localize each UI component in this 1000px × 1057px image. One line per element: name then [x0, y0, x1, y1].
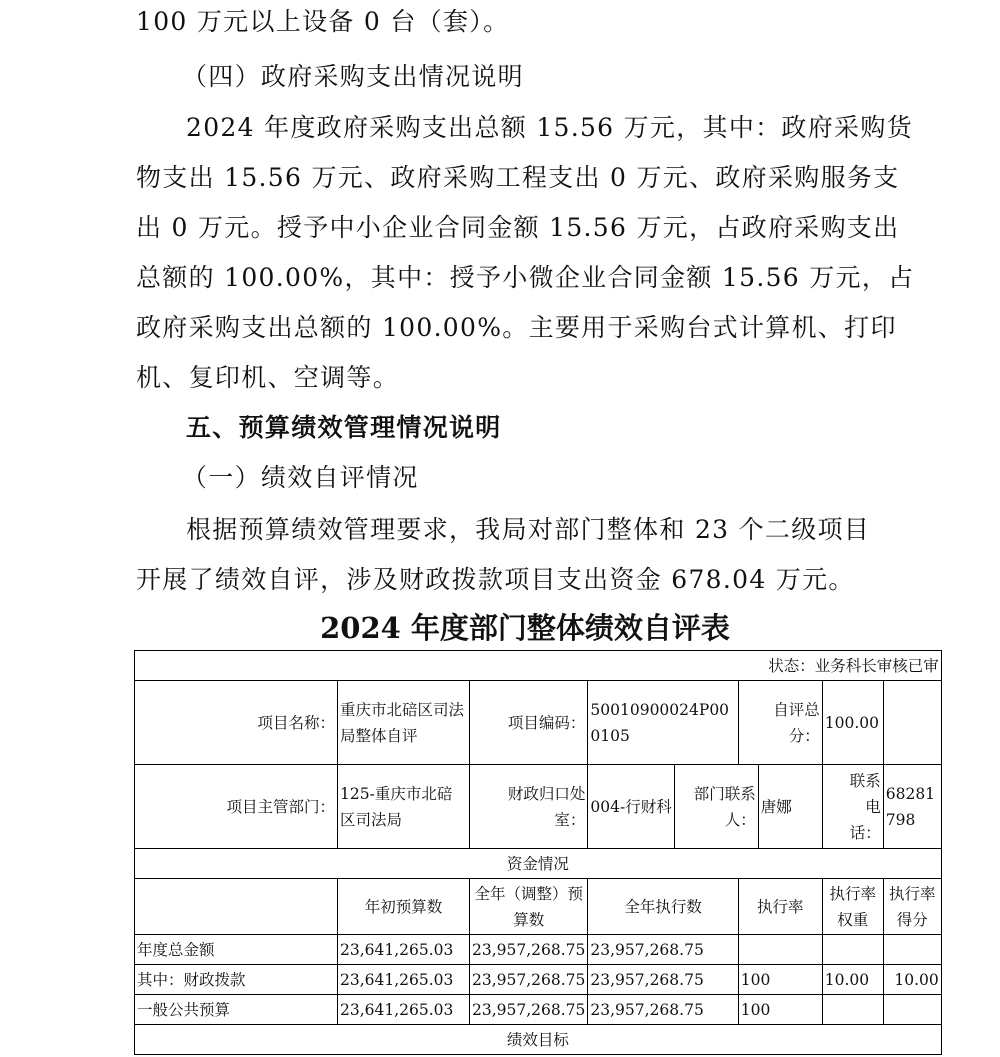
- table-title: 2024 年度部门整体绩效自评表: [320, 611, 730, 645]
- self-score-value: 100.00: [822, 681, 883, 765]
- section-heading: 五、预算绩效管理情况说明: [186, 413, 502, 442]
- rate-score: 10.00: [883, 965, 941, 995]
- paragraph-line: 开展了绩效自评，涉及财政拨款项目支出资金 678.04 万元。: [136, 565, 855, 594]
- paragraph-line: 总额的 100.00%，其中：授予小微企业合同金额 15.56 万元，占: [136, 263, 915, 292]
- status-cell: 状态：业务科长审核已审: [135, 651, 942, 681]
- project-code-value: 50010900024P000105: [588, 681, 738, 765]
- adjusted-budget: 23,957,268.75: [470, 965, 588, 995]
- column-header: 执行率权重: [822, 879, 883, 935]
- column-header: 全年（调整）预算数: [470, 879, 588, 935]
- subsection-heading: （一）绩效自评情况: [182, 463, 419, 492]
- paragraph-line: 物支出 15.56 万元、政府采购工程支出 0 万元、政府采购服务支: [136, 163, 900, 192]
- paragraph-line: 根据预算绩效管理要求，我局对部门整体和 23 个二级项目: [186, 515, 871, 544]
- initial-budget: 23,641,265.03: [338, 935, 470, 965]
- rate-weight: [822, 935, 883, 965]
- paragraph-line: 机、复印机、空调等。: [136, 363, 400, 392]
- adjusted-budget: 23,957,268.75: [470, 935, 588, 965]
- rate-score: [883, 935, 941, 965]
- funds-section-header: 资金情况: [135, 849, 942, 879]
- performance-evaluation-table: [134, 650, 942, 1055]
- execution-rate: 100: [738, 995, 822, 1025]
- empty-cell: [883, 681, 941, 765]
- empty-cell: [135, 879, 338, 935]
- contact-value: 唐娜: [758, 765, 822, 849]
- phone-value: 68281798: [883, 765, 941, 849]
- executed-amount: 23,957,268.75: [588, 935, 738, 965]
- goals-section-header: 绩效目标: [135, 1025, 942, 1055]
- finance-office-value: 004-行财科: [588, 765, 674, 849]
- column-header: 年初预算数: [338, 879, 470, 935]
- row-label: 年度总金额: [135, 935, 338, 965]
- project-name-value: 重庆市北碚区司法局整体自评: [338, 681, 470, 765]
- paragraph-line: 出 0 万元。授予中小企业合同金额 15.56 万元，占政府采购支出: [136, 213, 900, 242]
- row-label: 一般公共预算: [135, 995, 338, 1025]
- department-value: 125-重庆市北碚区司法局: [338, 765, 470, 849]
- rate-weight: [822, 995, 883, 1025]
- phone-label: 联系电话：: [822, 765, 883, 849]
- self-score-label: 自评总分：: [738, 681, 822, 765]
- initial-budget: 23,641,265.03: [338, 965, 470, 995]
- contact-label: 部门联系人：: [674, 765, 758, 849]
- rate-score: [883, 995, 941, 1025]
- executed-amount: 23,957,268.75: [588, 965, 738, 995]
- table-row: [135, 995, 942, 1025]
- table-row: [135, 935, 942, 965]
- table-row: [135, 965, 942, 995]
- project-code-label: 项目编码：: [470, 681, 588, 765]
- initial-budget: 23,641,265.03: [338, 995, 470, 1025]
- executed-amount: 23,957,268.75: [588, 995, 738, 1025]
- paragraph-line: 政府采购支出总额的 100.00%。主要用于采购台式计算机、打印: [136, 313, 897, 342]
- section-heading: （四）政府采购支出情况说明: [182, 62, 524, 91]
- department-label: 项目主管部门：: [135, 765, 338, 849]
- finance-office-label: 财政归口处室：: [470, 765, 588, 849]
- rate-weight: 10.00: [822, 965, 883, 995]
- adjusted-budget: 23,957,268.75: [470, 995, 588, 1025]
- column-header: 全年执行数: [588, 879, 738, 935]
- column-header: 执行率得分: [883, 879, 941, 935]
- execution-rate: 100: [738, 965, 822, 995]
- column-header: 执行率: [738, 879, 822, 935]
- paragraph-line: 100 万元以上设备 0 台（套）。: [136, 7, 510, 36]
- project-name-label: 项目名称：: [135, 681, 338, 765]
- execution-rate: [738, 935, 822, 965]
- row-label: 其中：财政拨款: [135, 965, 338, 995]
- paragraph-line: 2024 年度政府采购支出总额 15.56 万元，其中：政府采购货: [186, 113, 913, 142]
